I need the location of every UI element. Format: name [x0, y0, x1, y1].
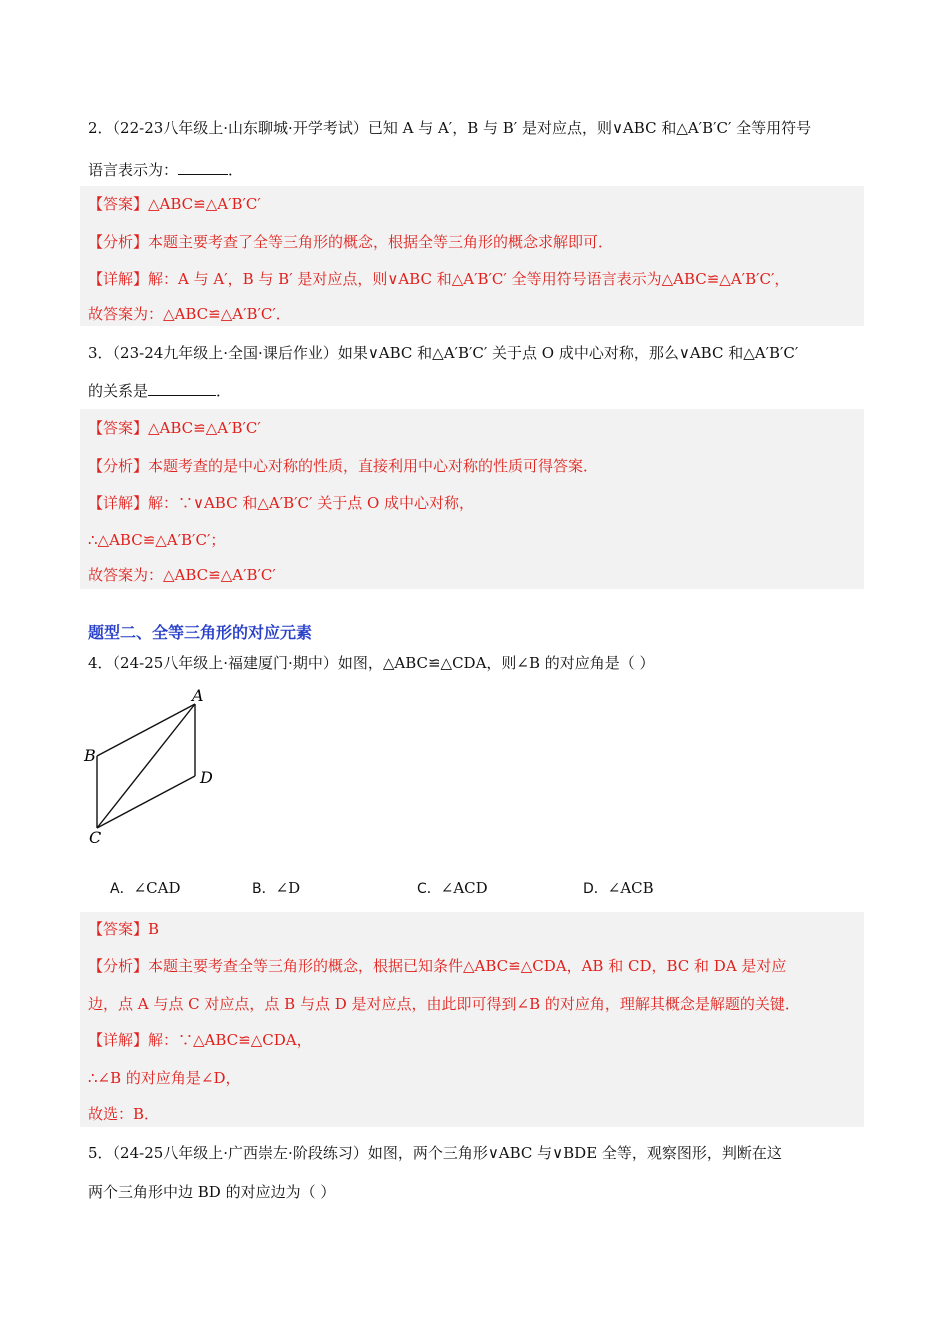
q2-conclusion: 故答案为：△ABC≌△A′B′C′． [88, 305, 291, 323]
q4-stem: 4．（24-25八年级上·福建厦门·期中）如图，△ABC≌△CDA，则∠B 的对应角是（ ） [88, 654, 655, 672]
edge-cd [97, 776, 195, 828]
q2-stem-line1: 2．（22-23八年级上·山东聊城·开学考试）已知 A 与 A′，B 与 B′ 是对应点，则∨ABC 和△A′B′C′ 全等用符号 [88, 119, 812, 137]
option-b-text: ∠D [275, 879, 301, 897]
option-a-text: ∠CAD [133, 879, 181, 897]
q4-parallelogram-figure [80, 684, 230, 849]
option-a-label: A． [110, 881, 134, 897]
q2-answer: 【答案】△ABC≌△A′B′C′ [88, 195, 261, 213]
q3-analysis: 【分析】本题考查的是中心对称的性质，直接利用中心对称的性质可得答案． [88, 457, 599, 475]
q4-option-a [110, 878, 180, 898]
q2-analysis: 【分析】本题主要考查了全等三角形的概念，根据全等三角形的概念求解即可． [88, 233, 614, 251]
q3-stem-line1: 3．（23-24九年级上·全国·课后作业）如果∨ABC 和△A′B′C′ 关于点 O 成中心对称，那么∨ABC 和△A′B′C′ [88, 344, 799, 362]
option-c-label: C． [417, 881, 441, 897]
q5-stem-line2: 两个三角形中边 BD 的对应边为（ ） [88, 1183, 336, 1201]
q2-detail: 【详解】解：A 与 A′，B 与 B′ 是对应点，则∨ABC 和△A′B′C′ 全等用符号语言表示为△ABC≌△A′B′C′， [88, 270, 790, 288]
vertex-c-label: C [89, 828, 102, 847]
diagonal-ac [97, 704, 195, 828]
option-d-text: ∠ACB [607, 879, 654, 897]
q2-answer-blank [178, 160, 228, 175]
q4-therefore: ∴∠B 的对应角是∠D， [88, 1069, 241, 1087]
q3-answer-blank [148, 381, 216, 396]
edge-ab [97, 704, 195, 756]
q2-stem-prefix: 语言表示为： [88, 161, 179, 179]
q3-therefore: ∴△ABC≌△A′B′C′； [88, 531, 226, 549]
q2-stem-suffix: ． [228, 161, 244, 179]
vertex-d-label: D [200, 768, 213, 787]
q4-conclusion: 故选：B． [88, 1105, 160, 1123]
q4-detail: 【详解】解：∵△ABC≌△CDA， [88, 1031, 312, 1049]
q4-answer: 【答案】B [88, 920, 160, 938]
q4-solution-box [80, 912, 864, 1127]
q5-stem-line1: 5．（24-25八年级上·广西崇左·阶段练习）如图，两个三角形∨ABC 与∨BDE 全等，观察图形，判断在这 [88, 1144, 782, 1162]
option-b-label: B． [252, 881, 276, 897]
q4-option-d [583, 878, 654, 898]
option-c-text: ∠ACD [440, 879, 488, 897]
q3-stem-line2 [88, 381, 231, 401]
q3-answer: 【答案】△ABC≌△A′B′C′ [88, 419, 261, 437]
section-heading: 题型二、全等三角形的对应元素 [88, 623, 313, 642]
q3-detail: 【详解】解：∵∨ABC 和△A′B′C′ 关于点 O 成中心对称， [88, 494, 475, 512]
q4-option-b [252, 878, 300, 898]
q4-analysis-line1: 【分析】本题主要考查全等三角形的概念，根据已知条件△ABC≌△CDA，AB 和 CD，BC 和 DA 是对应 [88, 957, 787, 975]
q2-stem-line2 [88, 160, 243, 180]
vertex-a-label: A [192, 686, 204, 705]
vertex-b-label: B [84, 746, 96, 765]
q4-option-c [417, 878, 488, 898]
option-d-label: D． [583, 881, 608, 897]
q3-stem-prefix: 的关系是 [88, 382, 149, 400]
q4-analysis-line2: 边，点 A 与点 C 对应点，点 B 与点 D 是对应点，由此即可得到∠B 的对应角，理解其概念是解题的关键． [88, 995, 800, 1013]
q3-stem-suffix: ． [216, 382, 232, 400]
q3-conclusion: 故答案为：△ABC≌△A′B′C′ [88, 566, 276, 584]
